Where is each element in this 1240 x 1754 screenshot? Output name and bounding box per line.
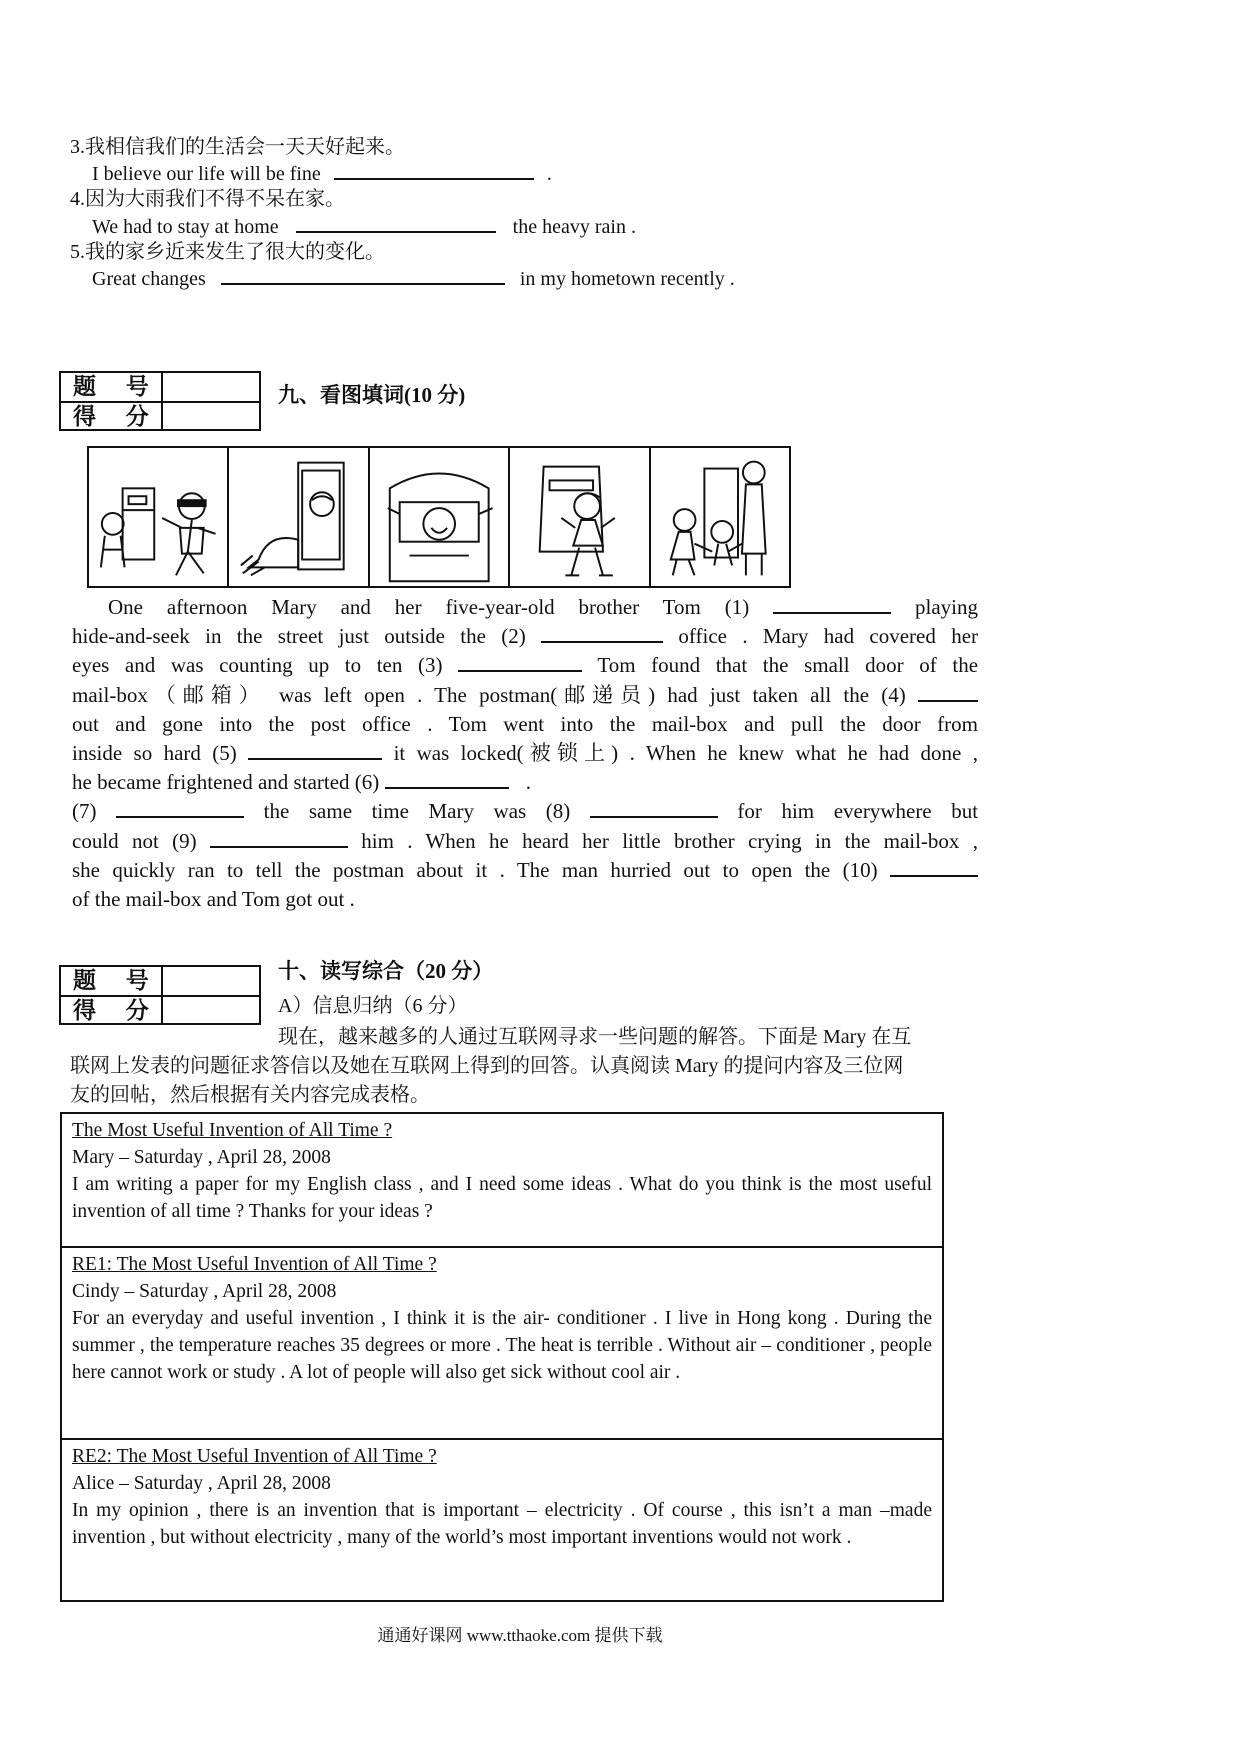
section10-subtitle: A）信息归纳（6 分）: [278, 995, 468, 1017]
blank-8[interactable]: [590, 798, 718, 818]
passage-text: hide-and-seek in the street just outside the (2): [72, 624, 526, 649]
passage-text: office . Mary had covered her: [678, 624, 979, 649]
passage-line-7: [72, 768, 978, 797]
passage-line-11: [72, 885, 978, 914]
comic-panel-1: [89, 448, 229, 586]
q4-end: the heavy rain .: [512, 216, 636, 238]
q4-chinese: 4.因为大雨我们不得不呆在家。: [70, 188, 345, 210]
q3-end: .: [546, 163, 552, 185]
q4-text: We had to stay at home: [92, 216, 279, 238]
passage-text: One afternoon Mary and her five-year-old brother Tom (1): [108, 595, 750, 619]
passage-text: playing: [915, 595, 979, 619]
score-label-points: 得 分: [61, 997, 163, 1025]
score-label-number: 题 号: [61, 373, 163, 401]
score-label-points: 得 分: [61, 403, 163, 431]
q3-text: I believe our life will be fine: [92, 163, 321, 185]
blank-3[interactable]: [458, 652, 582, 672]
post-body: For an everyday and useful invention , I think it is the air- conditioner . I live in Hong kong . During the summer , the temperature reaches 35 degrees or more . The heat is terrible . Without air – conditioner , people here cannot work or study . A lot of people will also get sick without cool air .: [72, 1308, 932, 1383]
post-author: Cindy – Saturday , April 28, 2008: [72, 1281, 337, 1302]
passage-line-8: [72, 797, 978, 826]
passage-line-1: [72, 593, 978, 622]
score-cell-number[interactable]: [163, 967, 259, 995]
forum-post-question: [62, 1114, 942, 1248]
passage-line-9: [72, 827, 978, 856]
blank-9[interactable]: [210, 828, 348, 848]
blank-10[interactable]: [890, 857, 978, 877]
passage-line-4: [72, 681, 978, 710]
passage-text: (7): [72, 799, 97, 824]
forum-posts-box: [60, 1112, 944, 1602]
blank-2[interactable]: [541, 623, 663, 643]
passage-text: him . When he heard her little brother crying in the mail-box ,: [361, 828, 979, 853]
comic-panel-5: [651, 448, 789, 586]
post-title: RE2: The Most Useful Invention of All Time ?: [72, 1446, 437, 1467]
comic-panel-3: [370, 448, 510, 586]
section10-intro-3: 友的回帖，然后根据有关内容完成表格。: [70, 1084, 430, 1106]
post-body: I am writing a paper for my English class , and I need some ideas . What do you think is the most useful invention of all time ? Thanks for your ideas ?: [72, 1174, 932, 1222]
passage-line-10: [72, 856, 978, 885]
passage-text: out and gone into the post office . Tom went into the mail-box and pull the door from: [72, 711, 978, 736]
score-cell-number[interactable]: [163, 373, 259, 401]
passage-text: Tom found that the small door of the: [597, 653, 979, 678]
post-title: RE1: The Most Useful Invention of All Time ?: [72, 1254, 437, 1275]
score-cell-points[interactable]: [163, 997, 259, 1025]
passage-text: he became frightened and started (6): [72, 770, 380, 795]
passage-line-2: [72, 622, 978, 651]
blank-7[interactable]: [116, 798, 244, 818]
passage-text: .: [525, 770, 532, 795]
passage-text: mail-box（邮箱） was left open . The postman(邮递员) had just taken all the (4): [72, 682, 906, 707]
section9-title: 九、看图填词(10 分): [278, 383, 466, 407]
score-cell-points[interactable]: [163, 403, 259, 431]
comic-panel-4: [510, 448, 650, 586]
passage-text: eyes and was counting up to ten (3): [72, 653, 443, 678]
q3-chinese: 3.我相信我们的生活会一天天好起来。: [70, 136, 405, 158]
blank-6[interactable]: [385, 769, 509, 789]
comic-strip: [87, 446, 791, 588]
section10-intro-2: 联网上发表的问题征求答信以及她在互联网上得到的回答。认真阅读 Mary 的提问内容及三位网: [70, 1055, 904, 1077]
forum-post-reply-2: [62, 1440, 942, 1600]
section9-score-box: [59, 371, 261, 431]
passage-line-6: [72, 739, 978, 768]
passage-text: inside so hard (5): [72, 741, 237, 766]
post-author: Alice – Saturday , April 28, 2008: [72, 1473, 331, 1494]
q5-end: in my hometown recently .: [519, 268, 735, 290]
forum-post-reply-1: [62, 1248, 942, 1440]
passage-text: of the mail-box and Tom got out .: [72, 887, 355, 912]
q4-english: [92, 213, 636, 240]
passage-text: could not (9): [72, 828, 197, 853]
blank-5[interactable]: [248, 740, 382, 760]
page-footer: 通通好课网 www.tthaoke.com 提供下载: [377, 1626, 663, 1645]
blank-1[interactable]: [773, 594, 891, 614]
post-title: The Most Useful Invention of All Time ?: [72, 1120, 393, 1141]
q3-blank[interactable]: [334, 160, 534, 180]
comic-panel-2: [229, 448, 369, 586]
section10-title: 十、读写综合（20 分）: [278, 959, 494, 983]
q5-blank[interactable]: [221, 265, 505, 285]
section10-score-box: [59, 965, 261, 1025]
passage-text: the same time Mary was (8): [263, 799, 571, 824]
passage-line-3: [72, 651, 978, 680]
blank-4[interactable]: [918, 682, 978, 702]
q5-english: [92, 265, 735, 292]
passage-text: it was locked(被锁上) . When he knew what he had done ,: [393, 741, 978, 766]
post-body: In my opinion , there is an invention that is important – electricity . Of course , this isn’t a man –made invention , but without electricity , many of the world’s most important inventions would not work .: [72, 1500, 932, 1548]
passage-line-5: [72, 710, 978, 739]
section10-intro-1: 现在，越来越多的人通过互联网寻求一些问题的解答。下面是 Mary 在互: [278, 1026, 912, 1048]
passage-text: for him everywhere but: [737, 799, 979, 824]
q5-text: Great changes: [92, 268, 206, 290]
q5-chinese: 5.我的家乡近来发生了很大的变化。: [70, 241, 385, 263]
section9-passage: [72, 593, 978, 914]
post-author: Mary – Saturday , April 28, 2008: [72, 1147, 331, 1168]
q4-blank[interactable]: [296, 213, 496, 233]
q3-english: [92, 160, 552, 187]
score-label-number: 题 号: [61, 967, 163, 995]
passage-text: she quickly ran to tell the postman about it . The man hurried out to open the (10): [72, 857, 878, 882]
